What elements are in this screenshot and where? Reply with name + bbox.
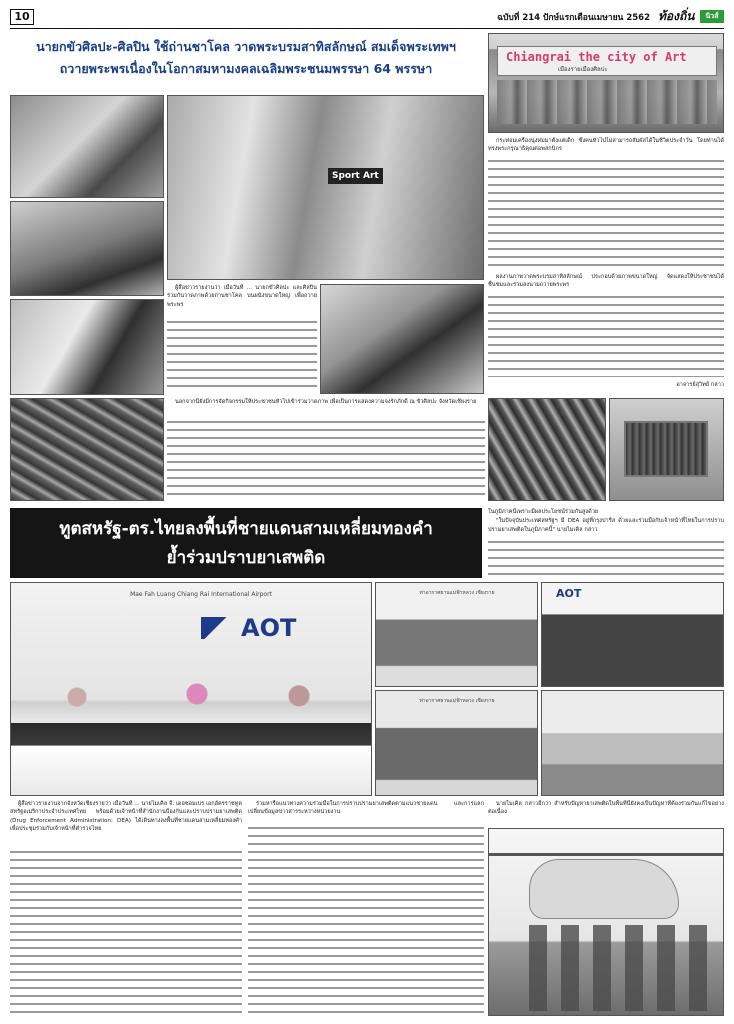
- tshirt-print: Sport Art: [328, 168, 383, 184]
- article2-body-left: [10, 800, 242, 1016]
- article2-body-right-text: นายไมเคิล กล่าวอีกว่า สำหรับปัญหายาเสพติดในพื้นที่นี้ยังคงเป็นปัญหาที่ต้องร่วมกันแก้ไขอย่างต่อเนื่อง: [488, 801, 724, 816]
- newspaper-logo: [658, 7, 724, 27]
- handshake-photo-1: [541, 582, 724, 687]
- group-photo-2: [375, 690, 538, 796]
- article2-body-mid-text: ร่วมหารือแนวทางความร่วมมือในการปราบปรามยาเสพติดตามแนวชายแดน และการแลกเปลี่ยนข้อมูลข่าวสารระหว่างหน่วยงาน: [248, 801, 484, 816]
- article1-right-para1: กระท่อมเครื่องนุ่งห่มมาตั้งแต่เด็ก ซึ่งคนทั่วไปไม่สามารถสัมผัสได้ในชีวิตประจำวัน โดยท่านได้ทรงพระกรุณาธิคุณต่อพสกนิกร: [488, 138, 724, 153]
- article1-body-right: [488, 137, 724, 395]
- ambassador-press-conference-photo: [10, 582, 372, 796]
- speaker-figures: [41, 679, 341, 739]
- artist-drawing-photo-3: [10, 299, 164, 395]
- article1-caption-text: ผู้สื่อข่าวรายงานว่า เมื่อวันที่ ... นายกขัวศิลปะ และศิลปินร่วมกันวาดภาพด้วยถ่านชาโคล บนผนังขนาดใหญ่ เพื่อถวายพระพร: [167, 285, 317, 308]
- group-photo-2-sign: ท่าอากาศยานแม่ฟ้าหลวง เชียงราย: [419, 698, 495, 704]
- article2-intro-quote: "ในปัจจุบันประเทศสหรัฐฯ มี DEA อยู่ที่กรุงปารีส ด้วยและร่วมมือกับเจ้าหน้าที่ไทยในการปราบปรามยาเสพติดในภูมิภาคนี้" นายไมเคิล กล่าว: [488, 518, 724, 533]
- helicopter-photo: [488, 828, 724, 1016]
- article2-body-right: [488, 800, 724, 826]
- body-text-filler: [488, 538, 724, 576]
- article2-body-middle: [248, 800, 484, 1016]
- article1-bottom-text: นอกจากนี้ยังมีการจัดกิจกรรมให้ประชาชนทั่วไปเข้าร่วมวาดภาพ เพื่อเป็นการแสดงความจงรักภักดี ณ ขัวศิลปะ จังหวัดเชียงราย: [175, 399, 477, 405]
- article2-headline-line1: ทูตสหรัฐ-ตร.ไทยลงพื้นที่ชายแดนสามเหลี่ยมทองคำ: [59, 519, 433, 539]
- helicopter-rotor: [489, 853, 724, 856]
- article1-headline-line1: นายกขัวศิลปะ-ศิลปิน ใช้ถ่านชาโคล วาดพระบรมสาทิสลักษณ์ สมเด็จพระเทพฯ: [36, 39, 456, 54]
- article2-intro-line: ในภูมิภาคนี้เพราะมีผลประโยชน์ร่วมกันสูงด้วย: [488, 509, 599, 515]
- aot-wing-icon: [201, 617, 235, 639]
- body-text-filler: [248, 824, 484, 1014]
- body-text-filler: [488, 157, 724, 269]
- article1-right-para3: อาจารย์สุวิทย์ กล่าว: [676, 382, 724, 388]
- charcoal-mural-main-photo: [167, 95, 484, 280]
- article2-intro-right: [488, 508, 724, 578]
- artist-wall-photo: [320, 284, 484, 394]
- banner-mural: [497, 80, 717, 124]
- article1-body-middle: [167, 284, 317, 394]
- article1-body-bottom: [167, 398, 485, 502]
- article1-right-para2: ผลงานภาพวาดพระบรมสาทิสลักษณ์ ประกอบด้วยภาพขนาดใหญ่ จัดแสดงให้ประชาชนได้ชื่นชมและร่วมลงนามถวายพระพร: [488, 274, 724, 289]
- article2-body-left-text: ผู้สื่อข่าวรายงานจากจังหวัดเชียงรายว่า เมื่อวันที่ ... นายไมเคิล จี. เดอซอมเบร เอกอัครราชทูตสหรัฐอเมริกาประจำประเทศไทย พร้อมด้วยเจ้าหน้าที่สำนักงานป้องกันและปราบปรามยาเสพติด (Drug Enforcement Administration: DEA) ได้เดินทางลงพื้นที่ชายแดนสามเหลี่ยมทองคำ เพื่อประชุมร่วมกับเจ้าหน้าที่ตำรวจไทย: [10, 801, 242, 833]
- logo-sub: นิวส์: [700, 10, 724, 23]
- article1-headline: [10, 33, 482, 91]
- artist-drawing-photo-1: [10, 95, 164, 198]
- aot-logo-text: AOT: [241, 614, 297, 642]
- article2-headline-line2: ย้ำร่วมปราบยาเสพติด: [166, 548, 326, 568]
- artist-drawing-photo-2: [10, 201, 164, 296]
- page-header: [10, 7, 724, 29]
- article1-headline-line2: ถวายพระพรเนื่องในโอกาสมหามงคลเฉลิมพระชนมพรรษา 64 พรรษา: [59, 61, 433, 76]
- group-photo-1-sign: ท่าอากาศยานแม่ฟ้าหลวง เชียงราย: [419, 590, 495, 596]
- article2-headline-banner: [10, 508, 482, 578]
- airport-sign-text: Mae Fah Luang Chiang Rai International Airport: [130, 591, 272, 598]
- group-photo-1: [375, 582, 538, 687]
- helicopter-body: [529, 859, 679, 919]
- banner-subtitle: เมืองรายเมืองศิลปะ: [558, 66, 608, 73]
- banner-title: Chiangrai the city of Art: [506, 50, 687, 64]
- body-text-filler: [167, 318, 317, 392]
- aot-logo: [201, 611, 311, 645]
- body-text-filler: [10, 848, 242, 1014]
- body-text-filler: [167, 418, 485, 500]
- header-rule: [10, 28, 724, 29]
- issue-info: ฉบับที่ 214 ปักษ์แรกเดือนเมษายน 2562: [497, 13, 650, 23]
- crew-figures: [529, 925, 709, 1011]
- meeting-room-photo: [541, 690, 724, 796]
- handshake-photo-aot-logo: AOT: [556, 587, 582, 600]
- charcoal-sticks-photo-left: [10, 398, 164, 501]
- charcoal-box: [624, 421, 708, 477]
- banner-sign: [497, 46, 717, 76]
- logo-text: ท้องถิ่น: [658, 9, 695, 23]
- art-banner-photo: [488, 33, 724, 133]
- page-number: 10: [10, 9, 34, 25]
- body-text-filler: [488, 293, 724, 377]
- charcoal-sticks-photo-right-1: [488, 398, 606, 501]
- charcoal-box-photo: [609, 398, 724, 501]
